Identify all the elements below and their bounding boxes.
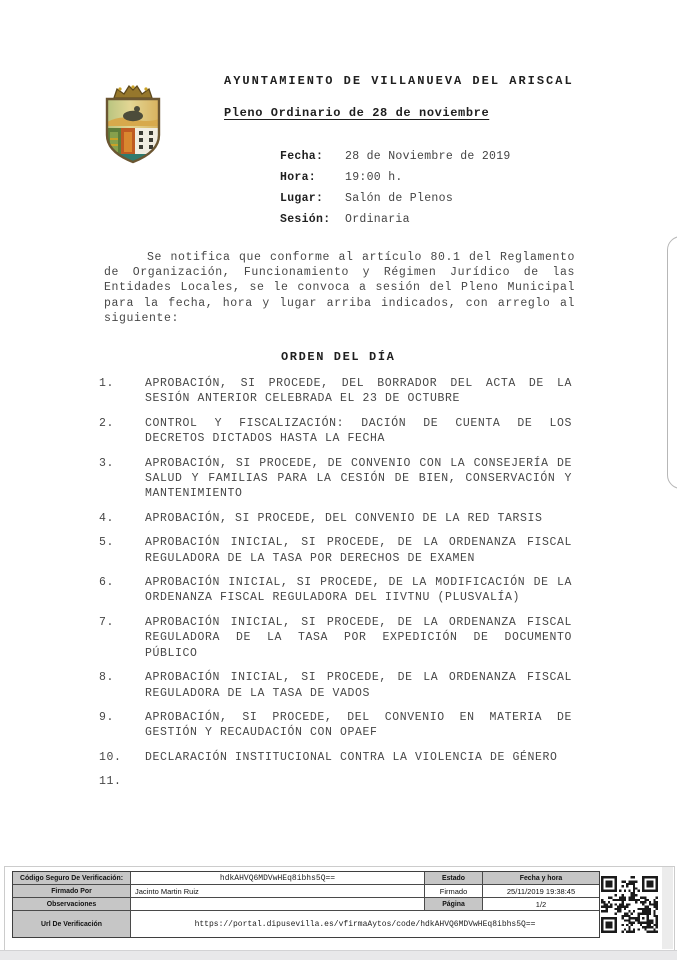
document-title: Pleno Ordinario de 28 de noviembre (224, 106, 490, 120)
meta-row (280, 146, 511, 167)
signature-verification-table (12, 871, 600, 938)
datetime-header: Fecha y hora (483, 872, 599, 885)
footer-right-margin (662, 867, 673, 949)
agenda-item-number: 1. (99, 377, 115, 390)
meta-value: Ordinaria (345, 213, 410, 226)
text-line: REGULADORA DE LA TASA POR EXPEDICIÓN DE DOCUMENTO (145, 631, 572, 645)
text-line: SALUD Y FAMILIAS PARA LA CESIÓN DE BIEN, CONSERVACIÓN Y (145, 472, 572, 486)
agenda-item (99, 615, 572, 661)
text-line: APROBACIÓN INICIAL, SI PROCEDE, DE LA MODIFICACIÓN DE LA (145, 576, 572, 590)
agenda-item-text (145, 416, 572, 447)
agenda-item (99, 670, 572, 701)
agenda-item-number: 11. (99, 775, 122, 789)
agenda-heading: ORDEN DEL DÍA (281, 350, 396, 364)
text-line: APROBACIÓN, SI PROCEDE, DE CONVENIO CON LA CONSEJERÍA DE (145, 456, 572, 470)
agenda-item-number: 6. (99, 576, 115, 590)
observations-value (131, 898, 425, 911)
agenda-item-number: 4. (99, 511, 115, 525)
agenda-item-text (145, 511, 572, 526)
text-line: GESTIÓN Y RECAUDACIÓN CON OPAEF (145, 726, 378, 740)
agenda-item-text (145, 376, 572, 407)
text-line: siguiente: (104, 311, 180, 325)
coat-of-arms-icon (96, 82, 170, 168)
meta-label: Lugar: (280, 192, 324, 205)
meta-value: 28 de Noviembre de 2019 (345, 150, 511, 163)
agenda-item (99, 774, 572, 789)
text-line: CONTROL Y FISCALIZACIÓN: DACIÓN DE CUENTA DE LOS (145, 416, 572, 430)
text-line: APROBACIÓN INICIAL, SI PROCEDE, DE LA ORDENANZA FISCAL (145, 536, 572, 550)
organization-name: AYUNTAMIENTO DE VILLANUEVA DEL ARISCAL (224, 74, 574, 88)
text-line: DECRETOS DICTADOS HASTA LA FECHA (145, 432, 386, 446)
meta-label: Hora: (280, 171, 317, 184)
agenda-item (99, 456, 572, 502)
agenda-item-number: 10. (99, 750, 122, 764)
agenda-item-text (145, 750, 572, 765)
meta-value: Salón de Plenos (345, 192, 454, 205)
text-line: Entidades Locales, se le convoca a sesión del Pleno Municipal (104, 281, 575, 295)
signed-by-label: Firmado Por (13, 885, 131, 898)
page-value: 1/2 (483, 898, 599, 911)
page-bottom-band (0, 950, 677, 960)
csv-label: Código Seguro De Verificación: (13, 872, 131, 885)
text-line: PÚBLICO (145, 646, 198, 660)
meta-value: 19:00 h. (345, 171, 403, 184)
agenda-item-number: 8. (99, 671, 115, 685)
datetime-value: 25/11/2019 19:38:45 (483, 885, 599, 898)
text-line: de Organización, Funcionamiento y Régimen Jurídico de las (104, 266, 575, 280)
text-line: APROBACIÓN INICIAL, SI PROCEDE, DE LA ORDENANZA FISCAL (145, 615, 572, 629)
agenda-item-text (145, 535, 572, 566)
agenda-list (99, 376, 572, 799)
csv-value: hdkAHVQ6MDVwHEq8ibhs5Q== (131, 872, 425, 885)
agenda-item-text (145, 710, 572, 741)
meta-row (280, 188, 511, 209)
meta-label: Fecha: (280, 150, 324, 163)
agenda-item (99, 376, 572, 407)
session-meta-block (280, 146, 511, 230)
agenda-item-number: 5. (99, 536, 115, 550)
text-line: APROBACIÓN INICIAL, SI PROCEDE, DE LA ORDENANZA FISCAL (145, 671, 572, 685)
agenda-item (99, 710, 572, 741)
text-line: Se notifica que conforme al artículo 80.1 del Reglamento (147, 251, 575, 264)
page-label: Página (425, 898, 483, 911)
agenda-item (99, 416, 572, 447)
text-line: ORDENANZA FISCAL REGULADORA DEL IIVTNU (PLUSVALÍA) (145, 591, 521, 605)
agenda-item (99, 535, 572, 566)
agenda-item-text (145, 670, 572, 701)
agenda-item-number: 7. (99, 615, 115, 629)
side-scroll-handle[interactable] (667, 236, 677, 489)
meta-row (280, 167, 511, 188)
estado-value: Firmado (425, 885, 483, 898)
text-line: APROBACIÓN, SI PROCEDE, DEL BORRADOR DEL ACTA DE LA (145, 377, 572, 390)
agenda-item-number: 2. (99, 416, 115, 430)
qr-code-icon (601, 876, 658, 933)
agenda-item-text (145, 456, 572, 502)
agenda-item-text (145, 774, 572, 789)
text-line: APROBACIÓN, SI PROCEDE, DEL CONVENIO DE LA RED TARSIS (145, 511, 543, 525)
text-line: MANTENIMIENTO (145, 487, 243, 501)
meta-row (280, 209, 511, 230)
agenda-item (99, 511, 572, 526)
agenda-item-number: 3. (99, 456, 115, 470)
meta-label: Sesión: (280, 213, 331, 226)
text-line: DECLARACIÓN INSTITUCIONAL CONTRA LA VIOLENCIA DE GÉNERO (145, 750, 558, 764)
agenda-item (99, 750, 572, 765)
agenda-item (99, 575, 572, 606)
observations-label: Observaciones (13, 898, 131, 911)
url-value: https://portal.dipusevilla.es/vfirmaAytos/code/hdkAHVQ6MDVwHEq8ibhs5Q== (194, 919, 536, 929)
url-label: Url De Verificación (13, 911, 131, 937)
agenda-item-text (145, 575, 572, 606)
agenda-item-number: 9. (99, 710, 115, 724)
text-line: SESIÓN ANTERIOR CELEBRADA EL 23 DE OCTUBRE (145, 392, 461, 406)
signed-by-value: Jacinto Martin Ruiz (131, 885, 425, 898)
text-line: para la fecha, hora y lugar arriba indicados, con arreglo al (104, 296, 575, 310)
text-line: REGULADORA DE LA TASA DE VADOS (145, 686, 371, 700)
estado-header: Estado (425, 872, 483, 885)
agenda-item-text (145, 615, 572, 661)
text-line: REGULADORA DE LA TASA POR DERECHOS DE EXAMEN (145, 551, 476, 565)
text-line: APROBACIÓN, SI PROCEDE, DEL CONVENIO EN MATERIA DE (145, 710, 572, 724)
notification-paragraph (104, 250, 575, 326)
